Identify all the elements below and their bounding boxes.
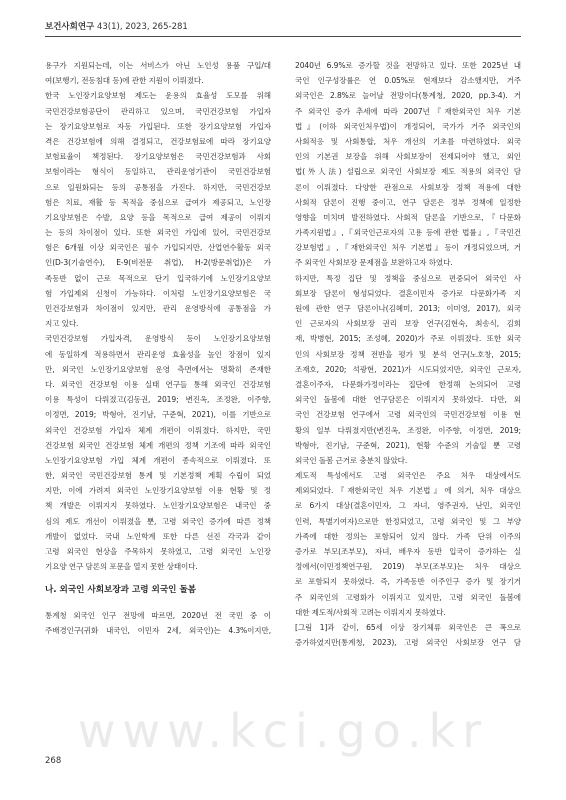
header-rule xyxy=(45,36,521,37)
running-header xyxy=(45,20,188,32)
text-line: 2040년 6.9%로 증가할 것을 전망하고 있다. 또한 2025년 내 xyxy=(295,61,521,70)
text-line: 다. 외국인 건강보험 이용 실태 연구들 통해 외국인 건강보험 xyxy=(45,379,271,389)
text-line: 주 외국인 증가 추세에 따라 2007년『재한외국인 처우 기본 xyxy=(295,106,521,116)
text-line: 건강보험 외국인 건강보험 체계 개편의 정책 기조에 따라 외국인 xyxy=(45,440,271,450)
text-line: 이정면, 2019; 박형아, 진기남, 구준혁, 2021), 이를 기반으로 xyxy=(45,410,271,420)
text-line: 주 외국인 사회보장 문제점을 보완하고자 하였다. xyxy=(295,258,453,268)
text-line: 로 포함되지 못하였다. 즉, 가족동반 이주인구 증가 및 장기거 xyxy=(295,577,521,587)
text-line: 대한 제도적/사회적 고려는 이뤄지지 못하였다. xyxy=(295,607,446,617)
text-line: 인의 기본권 보장을 위해 사회보장이 전제되어야 했고, 외인 xyxy=(295,152,521,162)
text-line: 한, 외국인 국민건강보험 통계 및 기본정책 계획 수립이 되었 xyxy=(45,471,271,481)
text-line: 인 근로자의 사회보장 권리 보장 연구(김현숙, 최송식, 김희 xyxy=(295,319,521,329)
text-line: 결혼이주자, 다문화가정이라는 집단에 한정해 논의되어 고령 xyxy=(295,379,521,389)
text-line: 조재호, 2020; 석광현, 2021)가 시도되었지만, 외국인 근로자, xyxy=(295,364,521,374)
text-line: 국민건강보험 가입자격, 운영방식 등이 노인장기요양보험 xyxy=(45,334,271,344)
text-line: 에 동일하게 적용하면서 관리운영 효율성을 높인 장점이 있지 xyxy=(45,349,271,359)
paragraph xyxy=(295,271,521,468)
text-line: 제도적 특성에서도 고령 외국인은 주요 처우 대상에서도 xyxy=(295,471,521,481)
section-spacer xyxy=(45,574,271,583)
text-line: 으로 일원화되는 등의 공통점을 가진다. 하지만, 국민건강보 xyxy=(45,182,271,192)
text-line: 국인 건강보험 연구에서 고령 외국인의 국민건강보험 이용 현 xyxy=(295,410,521,420)
text-line: 로 6가지 대상(결혼이민자, 그 자녀, 영주권자, 난민, 외국인 xyxy=(295,501,521,511)
text-line: 외국인 돌봄에 대한 연구담론은 이뤄지지 못하였다. 다만, 외 xyxy=(295,395,521,405)
text-line: 주배경인구(귀화 내국인, 이민자 2세, 외국인)는 4.3%이지만, xyxy=(45,625,271,635)
paragraph xyxy=(295,468,521,620)
left-column xyxy=(45,58,271,638)
paragraph xyxy=(45,608,271,638)
text-line: 법(外人法) 설립으로 외국인 사회보장 제도 적용의 외국인 담 xyxy=(295,167,521,177)
text-line: 증가하였지만(통계청, 2023), 고령 외국인 사회보장 연구 담 xyxy=(295,638,521,648)
text-line: 증가로 부모(조부모), 자녀, 배우자 동반 입국이 증가하는 실 xyxy=(295,547,521,556)
text-line: 인(D-3(기술연수), E-9(비전문 취업), H-2(방문취업))은 가 xyxy=(45,258,271,268)
text-line: 사회적 담론이 진행 중이고, 연구 담론은 정부 정책에 일정한 xyxy=(295,197,521,207)
text-line: 험 가입제외 신청이 가능하다. 이처럼 노인장기요양보험은 국 xyxy=(45,288,271,298)
text-line: 통계청 외국인 인구 전망에 따르면, 2020년 전 국민 중 이 xyxy=(45,610,271,620)
text-line: 기요양보험은 수발, 요양 등을 목적으로 급여 제공이 이뤄지 xyxy=(45,212,271,222)
text-line: 족동반 없이 근로 목적으로 단기 입국하기에 노인장기요양보 xyxy=(45,273,271,283)
text-line: 민건강보험과 차이점이 있지만, 관리 운영방식에 공통점을 가 xyxy=(45,304,271,313)
text-line: 노인장기요양보험 가입 체계 개편이 종속적으로 이뤄졌다. 또 xyxy=(45,455,271,465)
text-line: 험은 6개월 이상 외국인은 필수 가입되지만, 산업연수활동 외국 xyxy=(45,243,271,253)
text-line: 재, 박병현, 2015; 조성혜, 2020)가 주로 이뤄졌다. 또한 외국 xyxy=(295,334,521,344)
text-line: 이용 특성이 다뤄졌고(김동권, 2019; 변진옥, 조정완, 이주향, xyxy=(45,395,271,405)
text-line: 한국 노인장기요양보험 제도는 운용의 효율성 도모를 위해 xyxy=(45,91,271,101)
paragraph xyxy=(45,331,271,574)
paragraph xyxy=(295,620,521,650)
journal-citation: 43(1), 2023, 265-281 xyxy=(94,22,188,32)
text-line: 국인 인구성장률은 연 0.05%로 현재보다 감소했지만, 거주 xyxy=(295,76,521,86)
text-line: 보험료율이 책정된다. 장기요양보험은 국민건강보험과 사회 xyxy=(45,152,271,162)
text-line: 보험이라는 형식이 동일하고, 관리운영기관이 국민건강보험 xyxy=(45,167,271,177)
text-line: 지고 있다. xyxy=(45,319,79,329)
text-line: [그림 1]과 같이, 65세 이상 장기체류 외국인은 큰 폭으로 xyxy=(295,622,521,632)
text-line: 는 등의 차이점이 있다. 또한 외국인 가입에 있어, 국민건강보 xyxy=(45,228,271,238)
journal-name: 보건사회연구 xyxy=(45,22,95,32)
text-line: 하지만, 특정 집단 및 정책을 중심으로 편중되어 외국인 사 xyxy=(295,273,521,283)
text-line: 주 외국인의 고령화가 이뤄지고 있지만, 고령 외국인 돌봄에 xyxy=(295,592,521,602)
text-line: 외국인 건강보험 가입자 체계 개편이 이뤄졌다. 하지만, 국민 xyxy=(45,425,271,435)
text-line: 가족지원법』,『외국인근로자의 고용 등에 관한 법률』,『국민건 xyxy=(295,228,521,238)
section-heading: 나. 외국인 사회보장과 고령 외국인 돌봄 xyxy=(45,585,197,596)
text-line: 외국인 돌봄 근거로 충분치 않았다. xyxy=(295,455,408,465)
text-line: 여(보행기, 전동침대 등)에 관한 지원이 이뤄졌다. xyxy=(45,76,204,86)
text-line: 강보험법』,『재한외국인 처우 기본법』등이 개정되었으며, 거 xyxy=(295,243,521,253)
paragraph xyxy=(45,58,271,88)
text-line: 고령 외국인 현상을 주목하지 못하였고, 고령 외국인 노인장 xyxy=(45,547,271,556)
text-line: 외국인은 2.8%로 늘어날 전망이다(통계청, 2020, pp.3-4). 거 xyxy=(295,91,521,101)
right-column xyxy=(295,58,521,650)
text-line: 개발이 없었다. 국내 노인학계 또한 다른 선진 각국과 같이 xyxy=(45,531,271,541)
paragraph xyxy=(45,88,271,331)
text-line: 심의 제도 개선이 이뤄졌을 뿐, 고령 외국인 증가에 따른 정책 xyxy=(45,516,271,526)
text-line: 론이 이뤄졌다. 다양한 관점으로 사회보장 정책 적용에 대한 xyxy=(295,182,521,192)
text-line: 는 장기요양보험로 자동 가입된다. 또한 장기요양보험 가입자 xyxy=(45,121,271,131)
text-line: 사회적응 및 사회통합, 처우 개선의 기초를 마련하였다. 외국 xyxy=(295,136,521,146)
text-line: 제외되었다.『재한외국인 처우 기본법』에 의거, 처우 대상으 xyxy=(295,486,521,496)
text-line: 인의 사회보장 정책 전반을 평가 및 분석 연구(노호창, 2015; xyxy=(295,349,521,359)
text-line: 인력, 특별기여자)으로만 한정되었고, 고령 외국인 및 그 부양 xyxy=(295,516,521,526)
page-number: 268 xyxy=(45,756,62,766)
text-line: 용구가 지원되는데, 이는 서비스가 아닌 노인성 용품 구입/대 xyxy=(45,61,271,70)
text-line: 책 개발은 이뤄지지 못하였다. 노인장기요양보험은 내국인 중 xyxy=(45,501,271,511)
section-spacer xyxy=(45,599,271,608)
text-line: 박형아, 진기남, 구준혁, 2021), 현황 수준의 기술일 뿐 고령 xyxy=(295,440,521,450)
text-line: 기요양 연구 담론의 포문을 열지 못한 상태이다. xyxy=(45,562,198,572)
text-line: 험은 치료, 재활 등 목적을 중심으로 급여가 제공되고, 노인장 xyxy=(45,197,271,207)
text-line: 원에 관한 연구 담론이나(김혜미, 2013; 이미영, 2017), 외국 xyxy=(295,304,521,313)
paragraph xyxy=(295,58,521,271)
text-line: 회보장 담론이 형성되었다. 결혼이민자 증가로 다문화가족 지 xyxy=(295,288,521,298)
watermark: www.kci.go.kr xyxy=(77,704,489,758)
text-line: 만, 외국인 노인장기요양보험 운영 측면에서는 명확히 존재한 xyxy=(45,364,271,374)
text-line: 국민건강보험공단이 관리하고 있으며, 국민건강보험 가입자 xyxy=(45,106,271,116)
text-line: 격은 건강보험에 의해 결정되고, 건강보험료에 따라 장기요양 xyxy=(45,136,271,146)
text-line: 정에서(이민정책연구원, 2019) 부모(조부모)는 처우 대상으 xyxy=(295,562,521,572)
text-line: 가족에 대한 정의는 포함되어 있지 않다. 가족 단위 이주의 xyxy=(295,531,521,541)
text-line: 지만, 이에 가려져 외국인 노인장기요양보험 이용 현황 및 정 xyxy=(45,486,271,496)
text-line: 황의 일부 다뤄졌지만(변진옥, 조정완, 이주향, 이정면, 2019; xyxy=(295,425,521,435)
text-line: 법』(이하 외국인처우법)이 개정되어, 국가가 거주 외국인의 xyxy=(295,121,521,131)
text-line: 영향을 미치며 발전하였다. 사회적 담론을 기반으로,『다문화 xyxy=(295,212,521,222)
